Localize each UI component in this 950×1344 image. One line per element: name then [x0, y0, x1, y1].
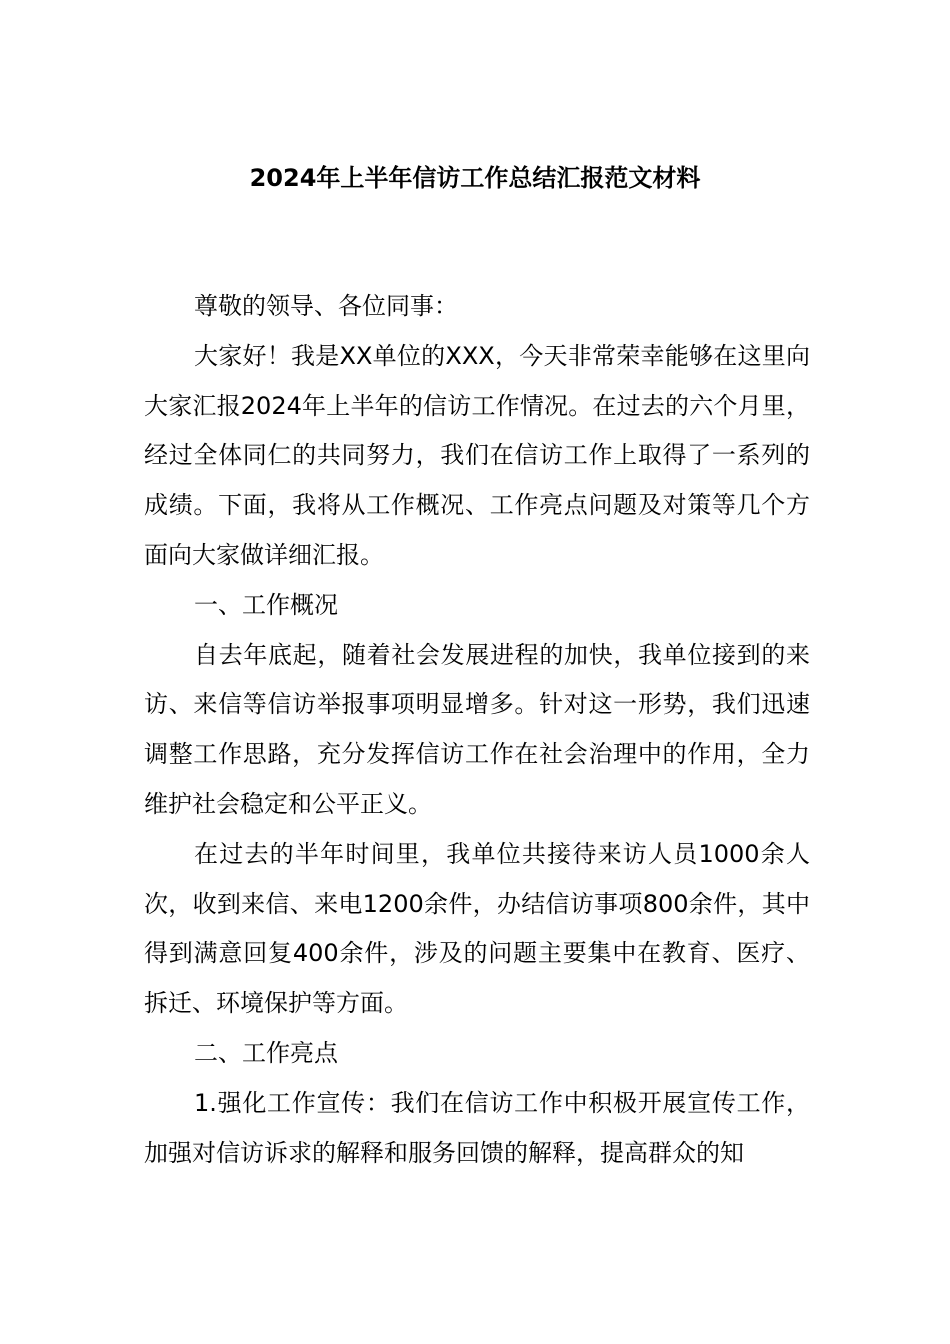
document-body: [144, 282, 810, 1178]
overview-paragraph: 自去年底起，随着社会发展进程的加快，我单位接到的来访、来信等信访举报事项明显增多。针对这一形势，我们迅速调整工作思路，充分发挥信访工作在社会治理中的作用，全力维护社会稳定和公平正义。: [144, 640, 810, 818]
document-title: 2024年上半年信访工作总结汇报范文材料: [249, 164, 701, 192]
highlight-item-paragraph: 1.强化工作宣传：我们在信访工作中积极开展宣传工作，加强对信访诉求的解释和服务回馈的解释，提高群众的知: [144, 1088, 810, 1167]
section-heading-overview: 一、工作概况: [194, 590, 338, 619]
section-heading-highlights: 二、工作亮点: [194, 1038, 338, 1067]
salutation-paragraph: 尊敬的领导、各位同事：: [194, 292, 458, 320]
statistics-paragraph: 在过去的半年时间里，我单位共接待来访人员1000余人次，收到来信、来电1200余件，办结信访事项800余件，其中得到满意回复400余件，涉及的问题主要集中在教育、医疗、拆迁、环境保护等方面。: [144, 839, 810, 1018]
intro-paragraph: 大家好！我是XX单位的XXX，今天非常荣幸能够在这里向大家汇报2024年上半年的信访工作情况。在过去的六个月里，经过全体同仁的共同努力，我们在信访工作上取得了一系列的成绩。下面，我将从工作概况、工作亮点问题及对策等几个方面向大家做详细汇报。: [144, 341, 810, 569]
